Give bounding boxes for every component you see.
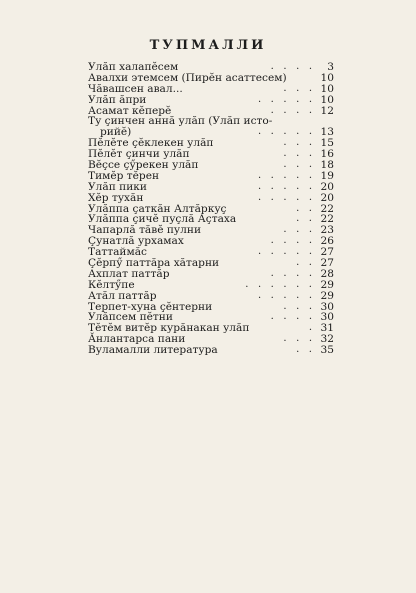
toc-leader-dots: . . . . . [257, 169, 312, 181]
toc-page-number: 16 [320, 148, 334, 161]
toc-leader-dots: . . . [283, 333, 312, 345]
toc-page-number: 27 [320, 246, 334, 259]
toc-leader-dots: . . . [283, 82, 312, 94]
toc-entry-title: Ту ҫинчен аннӑ улӑп (Улӑп исто- [88, 115, 273, 128]
toc-page-number: 10 [320, 82, 334, 95]
toc-entry-title: Улӑп халапӗсем [88, 61, 179, 73]
toc-leader-dots: . . . . . [257, 180, 312, 192]
toc-entry-title: Тимӗр тӗрен [88, 169, 160, 182]
toc-entry [88, 291, 334, 302]
toc-page-number: 32 [320, 333, 334, 346]
toc-page-number: 13 [320, 126, 334, 139]
toc-entry-title: Чапарлӑ тӑвӗ пулни [88, 224, 201, 237]
toc-page-number: 30 [320, 300, 334, 313]
toc-entry-title: Хӗр тухӑн [88, 191, 144, 204]
toc-entry-title: Ахплат паттӑр [88, 267, 170, 280]
toc-page-number: 10 [320, 71, 334, 84]
toc-entry-title: Ҫунатлӑ урхамах [88, 235, 184, 248]
toc-leader-dots: . . . . . . [245, 278, 312, 290]
toc-leader-dots: . . . [283, 159, 312, 171]
toc-page-number: 10 [320, 93, 334, 106]
toc-entry [88, 193, 334, 204]
toc-leader-dots: . . . . . [257, 126, 312, 138]
toc-entry [88, 95, 334, 106]
toc-page-number: 29 [320, 278, 334, 291]
toc-leader-dots: . . [296, 257, 312, 269]
toc-page-number: 31 [320, 322, 334, 335]
toc-entry-title: Улӑппа ҫаткӑн Алтӑркуҫ [88, 202, 227, 215]
toc-leader-dots: . . [296, 344, 312, 356]
toc-page-number: 20 [320, 180, 334, 193]
toc-leader-dots: . . . . [270, 235, 312, 247]
toc-entry-title: Вӗҫсе ҫӳрекен улӑп [88, 159, 199, 172]
toc-page-number: 22 [320, 213, 334, 226]
toc-leader-dots: . . [296, 213, 312, 225]
toc-entry-title: рийӗ) [100, 126, 132, 139]
toc-leader-dots: . [308, 322, 312, 334]
toc-entry-title: Тӗтӗм витӗр курӑнакан улӑп [88, 322, 250, 335]
toc-leader-dots: . . . . . [257, 191, 312, 203]
toc-leader-dots: . . [296, 202, 312, 214]
toc-page-number: 20 [320, 191, 334, 204]
toc-page-number: 19 [320, 169, 334, 182]
toc-entry-title: Терпет-хуна ҫӗнтерни [88, 300, 213, 313]
toc-page-number: 18 [320, 159, 334, 172]
toc-entry-title: Пӗлӗт ҫинчи улӑп [88, 148, 190, 161]
toc-entry-title: Пӗлӗте ҫӗклекен улӑп [88, 137, 214, 150]
toc-leader-dots: . . . . . [257, 289, 312, 301]
toc-page-number: 26 [320, 235, 334, 248]
toc-page-number: 15 [320, 137, 334, 150]
toc-page-number: 28 [320, 267, 334, 280]
toc-page-number: 12 [320, 104, 334, 117]
toc-page-number: 35 [320, 344, 334, 357]
toc-entry-title: Кӗлтӳпе [88, 278, 135, 291]
toc-page-number: 29 [320, 289, 334, 302]
toc-leader-dots: . . . . . [257, 93, 312, 105]
toc-leader-dots: . . . . [270, 311, 312, 323]
toc-leader-dots: . . . [283, 148, 312, 160]
toc-entry-title: Улӑпсем пӗтни [88, 311, 173, 324]
toc-entry-title: Улӑп пики [88, 180, 147, 193]
toc-entry-title: Ҫӗрпӳ паттӑра хӑтарни [88, 257, 220, 270]
toc-leader-dots: . . . [283, 300, 312, 312]
toc-entry-title: Атӑл паттӑр [88, 289, 157, 302]
toc-entry-title: Асамат кӗперӗ [88, 104, 172, 117]
toc-leader-dots: . . . . [270, 104, 312, 116]
toc-leader-dots: . . . [283, 224, 312, 236]
toc-leader-dots: . . . . [270, 267, 312, 279]
toc-entry-title: Чӑвашсен авал... [88, 82, 183, 95]
toc-page-number: 30 [320, 311, 334, 324]
table-of-contents [88, 62, 334, 356]
toc-leader-dots: . . . . . [257, 246, 312, 258]
toc-page-number: 27 [320, 257, 334, 270]
page-title: ТУПМАЛЛИ [149, 38, 267, 53]
toc-leader-dots: . . . . [270, 61, 312, 72]
toc-leader-dots: . . . [283, 137, 312, 149]
toc-page-number: 22 [320, 202, 334, 215]
toc-entry-title: Ӑнлантарса пани [88, 333, 186, 346]
toc-entry-title: Вуламалли литература [88, 344, 218, 357]
toc-entry [88, 345, 334, 356]
toc-page-number: 3 [327, 61, 334, 73]
toc-page-number: 23 [320, 224, 334, 237]
toc-entry-title: Улӑппа ҫичӗ пуҫлӑ Аҫтаха [88, 213, 237, 226]
toc-entry-title: Таттаймӑс [88, 246, 147, 259]
toc-entry-title: Улӑп ӑпри [88, 93, 147, 106]
toc-entry-title: Авалхи этемсем (Пирӗн асаттесем) [88, 71, 287, 84]
